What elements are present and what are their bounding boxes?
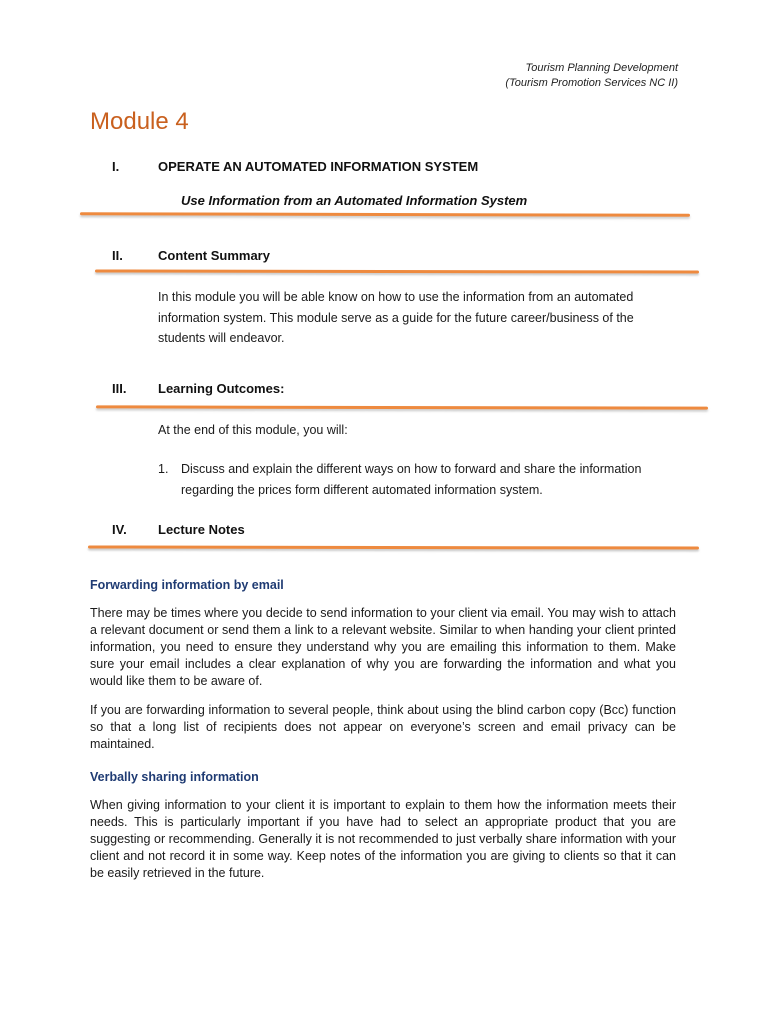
header-course-subtitle: (Tourism Promotion Services NC II) [505, 77, 678, 89]
section-1-subtitle: Use Information from an Automated Information System [181, 193, 528, 208]
section-1-number: I. [112, 159, 120, 174]
section-2-title: Content Summary [158, 248, 270, 263]
content-summary-text: In this module you will be able know on how to use the information from an automated information system. This module serve as a guide for the future career/business of the students will endeavor. [158, 290, 634, 345]
verbal-paragraph-1: When giving information to your client it is important to explain to them how the information meets their needs. This is particularly important if you have had to select an appropriate product that you are suggesting or recommending. Generally it is not recommended to just verbally share information with your client and not record it in some way. Keep notes of the information you are giving to clients so that it can be easily retrieved in the future. [90, 798, 676, 880]
section-1-title: OPERATE AN AUTOMATED INFORMATION SYSTEM [158, 159, 479, 174]
email-paragraph-1: There may be times where you decide to send information to your client via email. You may wish to attach a relevant document or send them a link to a relevant website. Similar to when handing your client printed information, you need to ensure they understand why you are emailing this information to them. Make sure your email includes a clear explanation of why you are forwarding the information and what you would like them to be aware of. [90, 606, 676, 688]
verbal-heading: Verbally sharing information [90, 770, 259, 784]
section-2-number: II. [112, 248, 123, 263]
section-3-number: III. [112, 381, 127, 396]
section-3-divider [96, 405, 708, 409]
outcome-1-number: 1. [158, 462, 169, 476]
module-title: Module 4 [90, 108, 189, 135]
section-4-divider [88, 545, 699, 549]
section-2-divider [95, 269, 699, 273]
section-1-divider [80, 212, 690, 217]
email-heading: Forwarding information by email [90, 578, 284, 592]
learning-outcomes-intro: At the end of this module, you will: [158, 423, 348, 437]
section-4-title: Lecture Notes [158, 522, 245, 537]
header-course-title: Tourism Planning Development [525, 62, 678, 74]
outcome-1-text: Discuss and explain the different ways on how to forward and share the information regarding the prices form different automated information system. [181, 462, 642, 497]
section-4-number: IV. [112, 522, 127, 537]
email-paragraph-2: If you are forwarding information to several people, think about using the blind carbon copy (Bcc) function so that a long list of recipients does not appear on everyone’s screen and email privacy can be maintained. [90, 703, 676, 751]
section-3-title: Learning Outcomes: [158, 381, 285, 396]
